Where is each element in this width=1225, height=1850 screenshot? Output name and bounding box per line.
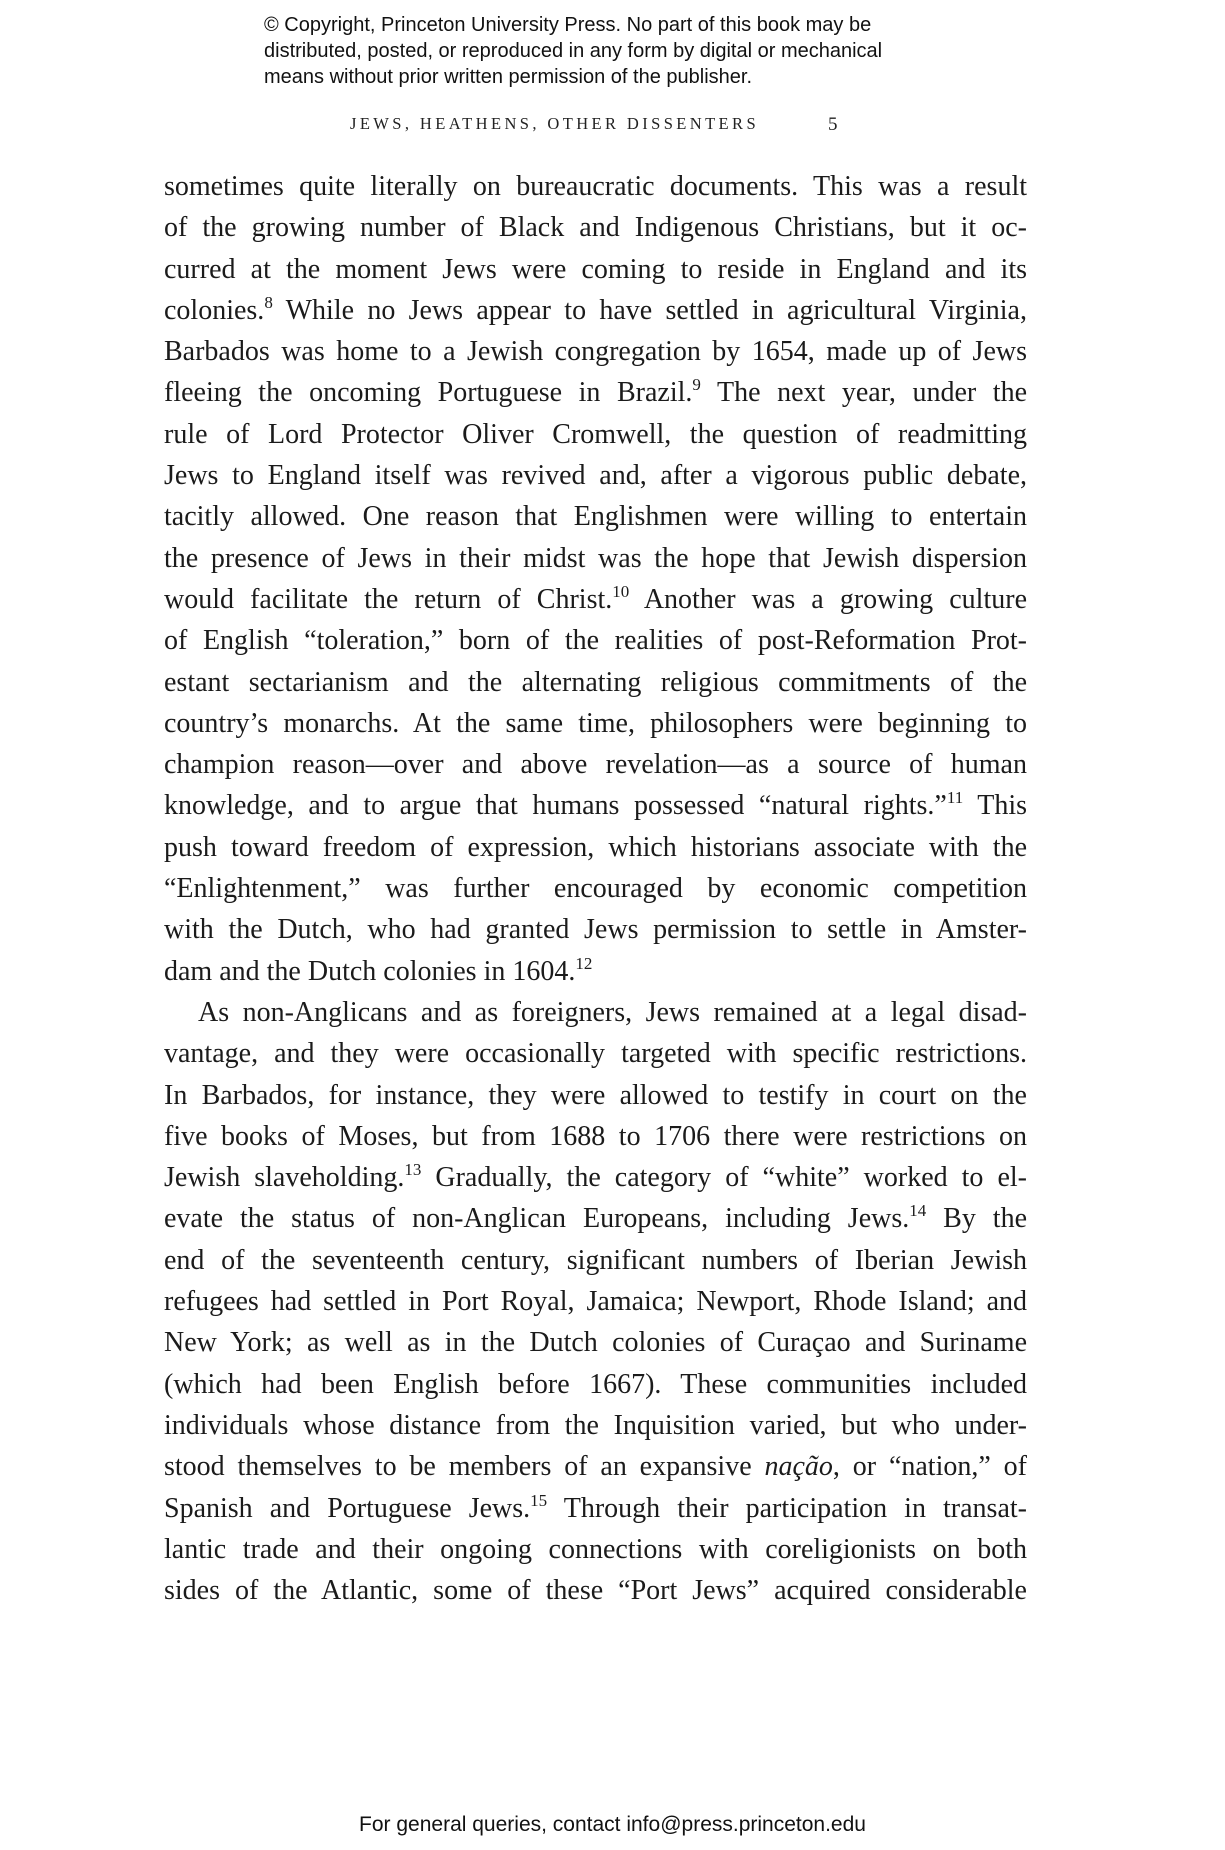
text-line: Jews to England itself was revived and, after a vigorous public debate, xyxy=(164,460,1027,492)
text-segment: , or “nation,” of xyxy=(832,1451,1027,1483)
text-line: rule of Lord Protector Oliver Cromwell, the question of readmitting xyxy=(164,418,1027,450)
footnote-ref[interactable]: 9 xyxy=(692,375,701,395)
text-line: curred at the moment Jews were coming to reside in England and its xyxy=(164,253,1027,285)
copyright-notice xyxy=(264,12,1024,90)
text-line xyxy=(164,1198,1027,1239)
footnote-ref[interactable]: 11 xyxy=(946,788,964,808)
paragraph xyxy=(164,166,1027,992)
text-segment: Spanish and Portuguese Jews. xyxy=(164,1492,531,1524)
italic-term: nação xyxy=(764,1451,833,1483)
text-segment: The next year, under the xyxy=(700,377,1028,409)
text-line: sometimes quite literally on bureaucratic documents. This was a result xyxy=(164,171,1027,202)
text-segment: This xyxy=(963,790,1027,822)
text-line: with the Dutch, who had granted Jews permission to settle in Amster- xyxy=(164,914,1027,946)
footnote-ref[interactable]: 14 xyxy=(909,1201,927,1221)
text-segment: evate the status of non-Anglican Europeans, including Jews. xyxy=(164,1203,910,1235)
text-line xyxy=(164,1488,1027,1529)
footnote-ref[interactable]: 13 xyxy=(404,1160,422,1180)
text-line: sides of the Atlantic, some of these “Port Jews” acquired considerable xyxy=(164,1575,1027,1607)
text-line: estant sectarianism and the alternating religious commitments of the xyxy=(164,666,1027,698)
text-line: five books of Moses, but from 1688 to 1706 there were restrictions on xyxy=(164,1120,1027,1152)
text-line: country’s monarchs. At the same time, philosophers were beginning to xyxy=(164,707,1027,739)
copyright-line: means without prior written permission of the publisher. xyxy=(264,66,753,88)
text-segment: colonies. xyxy=(164,294,265,326)
page-number: 5 xyxy=(828,114,838,135)
text-line: “Enlightenment,” was further encouraged by economic competition xyxy=(164,873,1027,905)
text-line xyxy=(164,785,1027,826)
text-segment: Jewish slaveholding. xyxy=(164,1162,405,1194)
footer-contact: For general queries, contact info@press.princeton.edu xyxy=(359,1813,866,1836)
text-segment: dam and the Dutch colonies in 1604. xyxy=(164,955,576,987)
running-head-title: JEWS, HEATHENS, OTHER DISSENTERS xyxy=(350,114,760,133)
text-segment: By the xyxy=(926,1203,1027,1235)
text-segment: Another was a growing culture xyxy=(629,583,1027,615)
text-line xyxy=(164,951,1027,992)
copyright-line: distributed, posted, or reproduced in any form by digital or mechanical xyxy=(264,40,883,62)
text-segment: While no Jews appear to have settled in agricultural Virginia, xyxy=(272,294,1027,326)
text-line xyxy=(164,290,1027,331)
text-line xyxy=(164,372,1027,413)
text-segment: would facilitate the return of Christ. xyxy=(164,583,613,615)
text-line: the presence of Jews in their midst was the hope that Jewish dispersion xyxy=(164,542,1027,574)
running-head xyxy=(350,114,838,135)
body-text xyxy=(164,166,1027,1611)
text-line: push toward freedom of expression, which historians associate with the xyxy=(164,831,1027,863)
text-line xyxy=(164,1446,1027,1487)
text-line: of English “toleration,” born of the realities of post-Reformation Prot- xyxy=(164,625,1027,657)
text-line: In Barbados, for instance, they were allowed to testify in court on the xyxy=(164,1079,1027,1111)
footnote-ref[interactable]: 15 xyxy=(530,1490,548,1510)
text-line: end of the seventeenth century, significant numbers of Iberian Jewish xyxy=(164,1244,1027,1276)
text-segment: stood themselves to be members of an expansive xyxy=(164,1451,765,1483)
text-segment: fleeing the oncoming Portuguese in Brazil. xyxy=(164,377,693,409)
text-line: refugees had settled in Port Royal, Jamaica; Newport, Rhode Island; and xyxy=(164,1286,1027,1318)
footnote-ref[interactable]: 10 xyxy=(612,581,630,601)
footnote-ref[interactable]: 8 xyxy=(264,292,273,312)
text-line: (which had been English before 1667). These communities included xyxy=(164,1368,1027,1400)
text-line: lantic trade and their ongoing connections with coreligionists on both xyxy=(164,1533,1027,1565)
text-line: New York; as well as in the Dutch colonies of Curaçao and Suriname xyxy=(164,1327,1027,1359)
text-line: individuals whose distance from the Inquisition varied, but who under- xyxy=(164,1409,1027,1441)
copyright-line: © Copyright, Princeton University Press. No part of this book may be xyxy=(264,14,872,36)
text-segment: knowledge, and to argue that humans possessed “natural rights.” xyxy=(164,790,947,822)
text-line: of the growing number of Black and Indigenous Christians, but it oc- xyxy=(164,212,1027,244)
text-segment: Gradually, the category of “white” worked to el- xyxy=(421,1162,1027,1194)
paragraph xyxy=(164,992,1027,1611)
text-line: champion reason—over and above revelation—as a source of human xyxy=(164,749,1027,781)
text-line: tacitly allowed. One reason that Englishmen were willing to entertain xyxy=(164,501,1027,533)
text-line: Barbados was home to a Jewish congregation by 1654, made up of Jews xyxy=(164,336,1027,368)
footnote-ref[interactable]: 12 xyxy=(575,953,593,973)
text-segment: Through their participation in transat- xyxy=(547,1492,1027,1524)
text-line xyxy=(164,579,1027,620)
text-line: vantage, and they were occasionally targeted with specific restrictions. xyxy=(164,1038,1027,1070)
text-line: As non-Anglicans and as foreigners, Jews remained at a legal disad- xyxy=(198,996,1027,1028)
text-line xyxy=(164,1157,1027,1198)
